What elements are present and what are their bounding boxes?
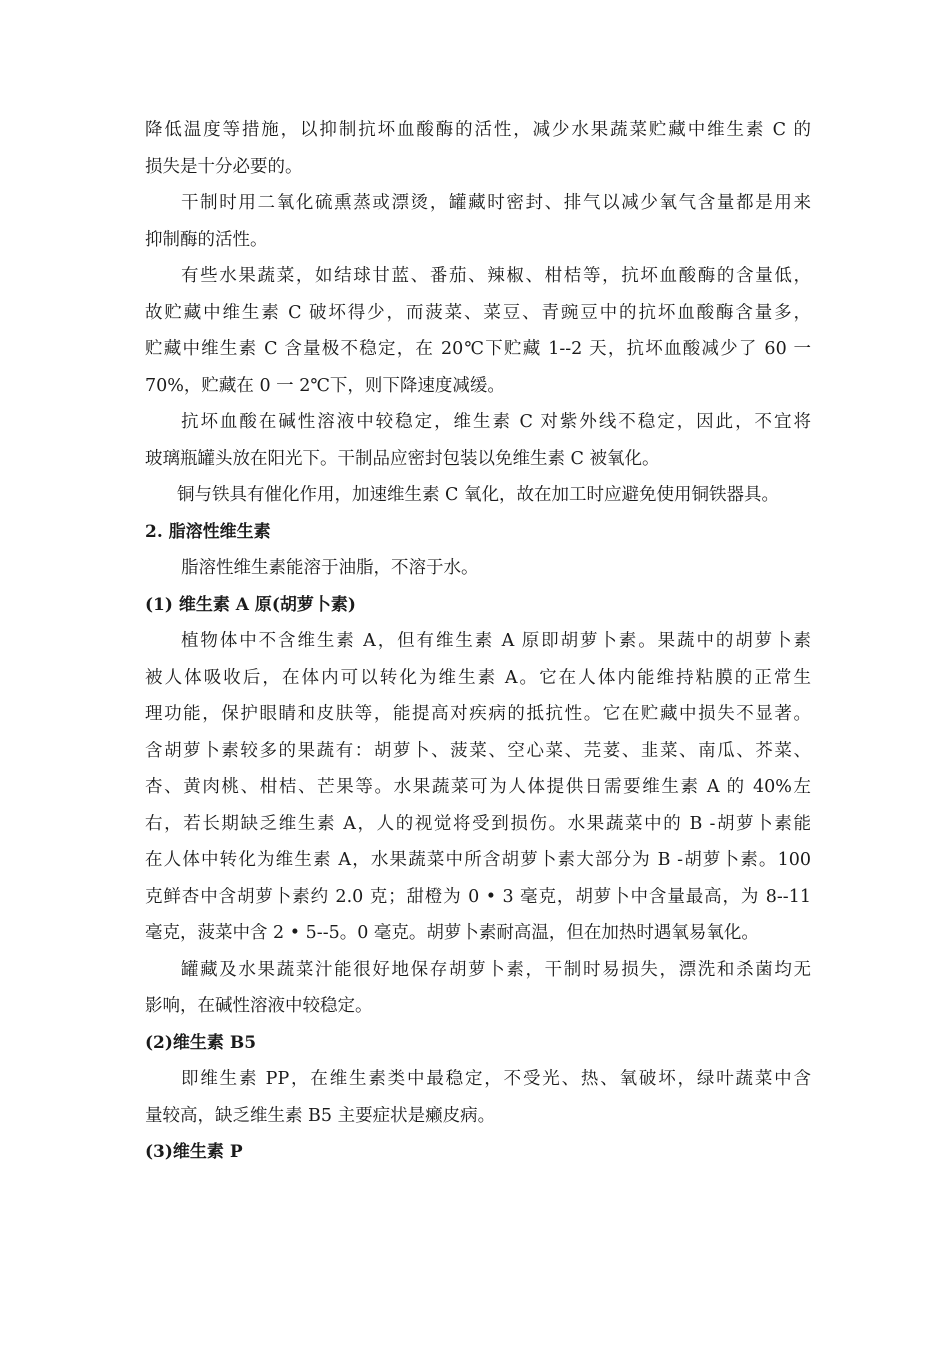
text-line: 含胡萝卜素较多的果蔬有：胡萝卜、菠菜、空心菜、芫荽、韭菜、南瓜、芥菜、: [145, 740, 811, 761]
document-page: [145, 112, 811, 1171]
text-line: 损失是十分必要的。: [145, 156, 303, 177]
text-line: 脂溶性维生素能溶于油脂，不溶于水。: [181, 558, 479, 578]
subsection-heading: (2)维生素 B5: [145, 1032, 257, 1053]
text-line: 被人体吸收后，在体内可以转化为维生素 A。它在人体内能维持粘膜的正常生: [145, 667, 811, 688]
paragraph: [145, 185, 811, 258]
section-heading: 2. 脂溶性维生素: [145, 521, 271, 542]
paragraph: [145, 112, 811, 185]
text-line: 在人体中转化为维生素 A，水果蔬菜中所含胡萝卜素大部分为 B -胡萝卜素。100: [145, 850, 811, 870]
subsection-heading: (3)维生素 P: [145, 1142, 243, 1162]
subsection-heading: (1) 维生素 A 原(胡萝卜素): [145, 594, 356, 615]
text-line: 降低温度等措施，以抑制抗坏血酸酶的活性，减少水果蔬菜贮藏中维生素 C 的: [145, 120, 811, 140]
paragraph: [145, 623, 811, 952]
paragraph: [145, 477, 811, 514]
text-line: 铜与铁具有催化作用，加速维生素 C 氧化，故在加工时应避免使用铜铁器具。: [177, 485, 780, 505]
text-line: 理功能，保护眼睛和皮肤等，能提高对疾病的抵抗性。它在贮藏中损失不显著。: [145, 704, 811, 724]
paragraph: [145, 1061, 811, 1134]
text-line: 毫克，菠菜中含 2 • 5--5。0 毫克。胡萝卜素耐高温，但在加热时遇氧易氧化。: [145, 923, 759, 943]
text-line: 右，若长期缺乏维生素 A，人的视觉将受到损伤。水果蔬菜中的 B -胡萝卜素能: [145, 813, 811, 834]
text-line: 即维生素 PP，在维生素类中最稳定，不受光、热、氧破坏，绿叶蔬菜中含: [181, 1069, 811, 1089]
text-line: 量较高，缺乏维生素 B5 主要症状是癞皮病。: [145, 1105, 496, 1126]
text-line: 玻璃瓶罐头放在阳光下。干制品应密封包装以免维生素 C 被氧化。: [145, 448, 660, 469]
text-line: 故贮藏中维生素 C 破坏得少，而菠菜、菜豆、青豌豆中的抗坏血酸酶含量多，: [145, 302, 811, 323]
paragraph: [145, 258, 811, 404]
text-line: 70%，贮藏在 0 一 2℃下，则下降速度减缓。: [145, 375, 505, 396]
text-line: 有些水果蔬菜，如结球甘蓝、番茄、辣椒、柑桔等，抗坏血酸酶的含量低，: [181, 266, 811, 286]
text-line: 影响，在碱性溶液中较稳定。: [145, 996, 373, 1016]
text-line: 杏、黄肉桃、柑桔、芒果等。水果蔬菜可为人体提供日需要维生素 A 的 40%左: [145, 777, 811, 797]
text-line: 抑制酶的活性。: [145, 229, 268, 250]
text-line: 罐藏及水果蔬菜汁能很好地保存胡萝卜素，干制时易损失，漂洗和杀菌均无: [181, 959, 811, 980]
text-line: 植物体中不含维生素 A，但有维生素 A 原即胡萝卜素。果蔬中的胡萝卜素: [181, 631, 811, 651]
text-line: 干制时用二氧化硫熏蒸或漂烫，罐藏时密封、排气以减少氧气含量都是用来: [181, 193, 811, 213]
paragraph: [145, 952, 811, 1025]
paragraph: [145, 404, 811, 477]
paragraph: [145, 550, 811, 587]
text-line: 贮藏中维生素 C 含量极不稳定，在 20℃下贮藏 1--2 天，抗坏血酸减少了 60 一: [145, 339, 811, 359]
text-line: 抗坏血酸在碱性溶液中较稳定，维生素 C 对紫外线不稳定，因此，不宜将: [181, 412, 811, 432]
text-line: 克鲜杏中含胡萝卜素约 2.0 克；甜橙为 0 • 3 毫克，胡萝卜中含量最高，为 8--11: [145, 886, 811, 907]
